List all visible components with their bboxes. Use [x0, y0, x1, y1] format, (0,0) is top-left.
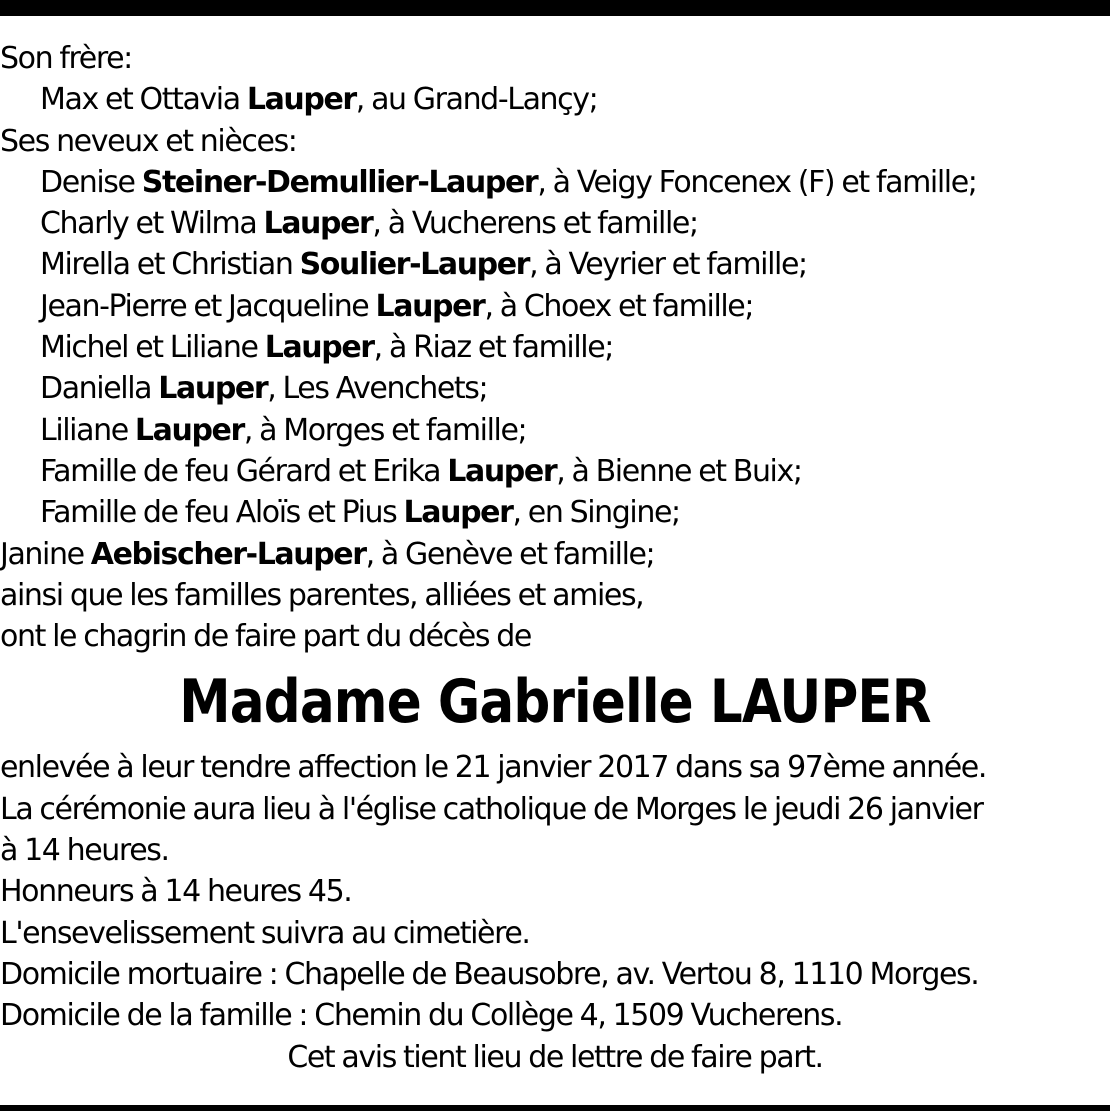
detail-line: La cérémonie aura lieu à l'église catholique de Morges le jeudi 26 janvier	[0, 791, 983, 827]
relative-prefix: Liliane	[40, 412, 128, 448]
announce-line: ont le chagrin de faire part du décès de	[0, 619, 531, 655]
relative-line	[0, 327, 1110, 368]
relative-surname: Soulier-Lauper	[299, 247, 530, 283]
relative-prefix: Michel et Liliane	[40, 330, 258, 366]
relative-prefix: Denise	[40, 164, 135, 200]
relative-prefix: Famille de feu Gérard et Erika	[40, 453, 441, 489]
relative-surname: Lauper	[264, 330, 374, 366]
relative-suffix: , à Choex et famille;	[484, 288, 754, 324]
relative-surname: Steiner-Demullier-Lauper	[141, 164, 538, 200]
relative-surname: Lauper	[403, 495, 513, 531]
relative-suffix: , à Morges et famille;	[243, 412, 527, 448]
relative-line	[0, 244, 1110, 285]
relative-suffix: , à Vucherens et famille;	[372, 206, 698, 242]
relative-suffix: , à Genève et famille;	[365, 536, 655, 572]
relative-surname: Aebischer-Lauper	[90, 536, 366, 572]
relative-surname: Lauper	[246, 82, 356, 118]
detail-line: enlevée à leur tendre affection le 21 janvier 2017 dans sa 97ème année.	[0, 750, 987, 786]
relative-line	[0, 410, 1110, 451]
top-rule	[0, 0, 1110, 16]
relative-line	[0, 286, 1110, 327]
relative-line	[0, 492, 1110, 533]
detail-line: à 14 heures.	[0, 833, 169, 869]
relative-prefix: Max et Ottavia	[40, 82, 240, 118]
brother-line	[0, 79, 1110, 120]
relative-line	[0, 203, 1110, 244]
relative-surname: Lauper	[375, 288, 485, 324]
relative-prefix: Famille de feu Aloïs et Pius	[40, 495, 397, 531]
deceased-name: Madame Gabrielle LAUPER	[179, 667, 931, 738]
relative-prefix: Jean-Pierre et Jacqueline	[40, 288, 369, 324]
families-line: ainsi que les familles parentes, alliées et amies,	[0, 577, 644, 613]
relative-prefix: Janine	[0, 536, 84, 572]
relative-suffix: , à Veyrier et famille;	[529, 247, 807, 283]
detail-line: Domicile de la famille : Chemin du Collège 4, 1509 Vucherens.	[0, 998, 843, 1034]
relative-line	[0, 162, 1110, 203]
janine-line	[0, 534, 1110, 575]
relative-suffix: , en Singine;	[512, 495, 680, 531]
detail-line: L'ensevelissement suivra au cimetière.	[0, 915, 530, 951]
closing-line: Cet avis tient lieu de lettre de faire part.	[287, 1039, 823, 1075]
relative-suffix: , à Bienne et Buix;	[556, 453, 802, 489]
relative-surname: Lauper	[263, 206, 373, 242]
relative-suffix: , au Grand-Lançy;	[355, 82, 598, 118]
relative-suffix: , à Riaz et famille;	[373, 330, 614, 366]
detail-line: Honneurs à 14 heures 45.	[0, 874, 352, 910]
relative-line	[0, 368, 1110, 409]
relative-line	[0, 451, 1110, 492]
obituary-notice	[0, 38, 1110, 1078]
relative-prefix: Daniella	[40, 371, 152, 407]
brother-heading: Son frère:	[0, 41, 132, 76]
relative-suffix: , Les Avenchets;	[267, 371, 488, 407]
nephews-heading: Ses neveux et nièces:	[0, 123, 297, 159]
relative-surname: Lauper	[158, 371, 268, 407]
relative-surname: Lauper	[447, 453, 557, 489]
relative-surname: Lauper	[134, 412, 244, 448]
detail-line: Domicile mortuaire : Chapelle de Beausobre, av. Vertou 8, 1110 Morges.	[0, 956, 979, 992]
bottom-rule	[0, 1105, 1110, 1111]
relative-suffix: , à Veigy Foncenex (F) et famille;	[537, 164, 977, 200]
relative-prefix: Charly et Wilma	[40, 206, 257, 242]
relative-prefix: Mirella et Christian	[40, 247, 293, 283]
